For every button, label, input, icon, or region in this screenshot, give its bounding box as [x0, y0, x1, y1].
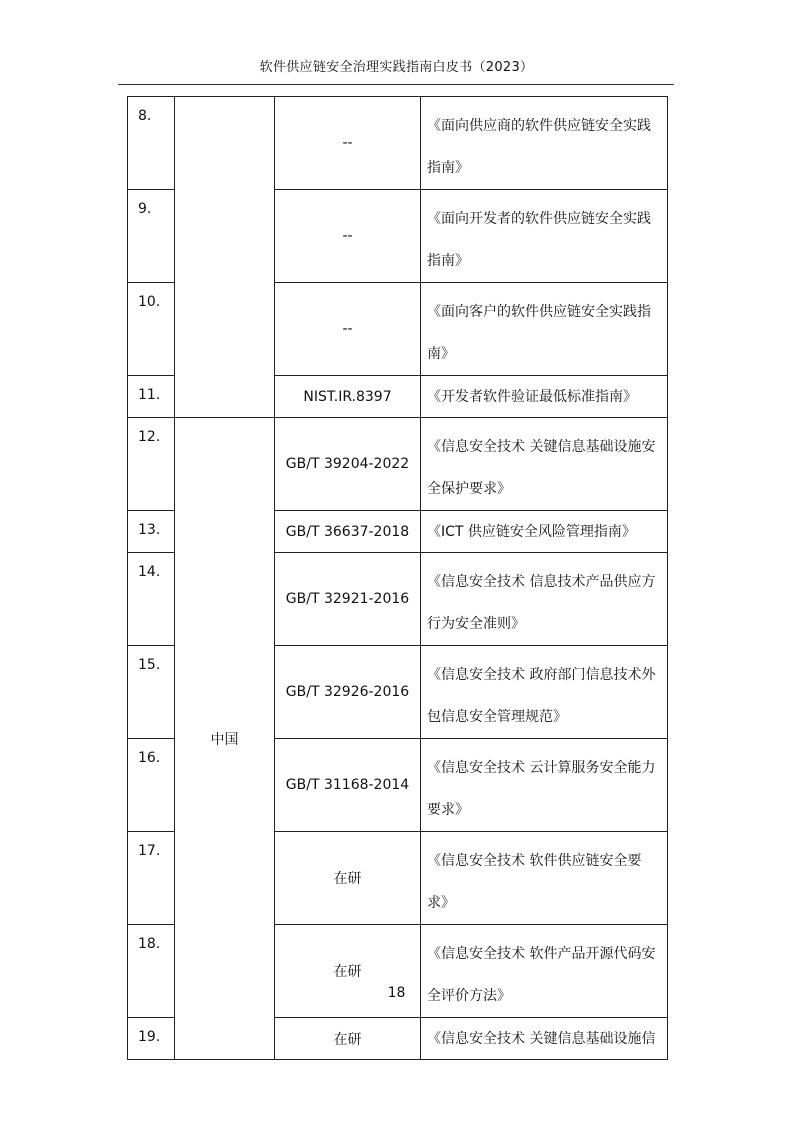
- standard-code: GB/T 32926-2016: [275, 646, 421, 739]
- standard-name: 《信息安全技术 关键信息基础设施信: [421, 1018, 668, 1060]
- header-divider: [118, 84, 674, 85]
- standard-code: 在研: [275, 1018, 421, 1060]
- standard-name: 《信息安全技术 信息技术产品供应方行为安全准则》: [421, 553, 668, 646]
- standard-code: --: [275, 190, 421, 283]
- table-row: [128, 97, 668, 190]
- standard-code: 在研: [275, 832, 421, 925]
- country-cell-china: 中国: [175, 418, 275, 1060]
- row-number: 13.: [128, 511, 175, 553]
- standard-name: 《面向开发者的软件供应链安全实践指南》: [421, 190, 668, 283]
- standard-code: --: [275, 283, 421, 376]
- page-number: 18: [387, 985, 406, 1001]
- country-cell-empty: [175, 97, 275, 418]
- row-number: 18.: [128, 925, 175, 1018]
- row-number: 17.: [128, 832, 175, 925]
- standard-code: GB/T 31168-2014: [275, 739, 421, 832]
- standard-name: 《信息安全技术 软件供应链安全要求》: [421, 832, 668, 925]
- row-number: 14.: [128, 553, 175, 646]
- row-number: 10.: [128, 283, 175, 376]
- standard-name: 《信息安全技术 关键信息基础设施安全保护要求》: [421, 418, 668, 511]
- standard-code: 在研: [275, 925, 421, 1018]
- standard-name: 《ICT 供应链安全风险管理指南》: [421, 511, 668, 553]
- standard-name: 《面向客户的软件供应链安全实践指南》: [421, 283, 668, 376]
- row-number: 16.: [128, 739, 175, 832]
- row-number: 15.: [128, 646, 175, 739]
- row-number: 9.: [128, 190, 175, 283]
- standard-name: 《开发者软件验证最低标准指南》: [421, 376, 668, 418]
- standards-table: [127, 96, 668, 1060]
- table-row: [128, 418, 668, 511]
- row-number: 12.: [128, 418, 175, 511]
- standard-code: --: [275, 97, 421, 190]
- row-number: 11.: [128, 376, 175, 418]
- standard-code: NIST.IR.8397: [275, 376, 421, 418]
- row-number: 8.: [128, 97, 175, 190]
- standard-code: GB/T 36637-2018: [275, 511, 421, 553]
- standard-code: GB/T 39204-2022: [275, 418, 421, 511]
- row-number: 19.: [128, 1018, 175, 1060]
- standard-name: 《信息安全技术 软件产品开源代码安全评价方法》: [421, 925, 668, 1018]
- standard-code: GB/T 32921-2016: [275, 553, 421, 646]
- standard-name: 《信息安全技术 政府部门信息技术外包信息安全管理规范》: [421, 646, 668, 739]
- standard-name: 《信息安全技术 云计算服务安全能力要求》: [421, 739, 668, 832]
- standard-name: 《面向供应商的软件供应链安全实践指南》: [421, 97, 668, 190]
- page-header-title: 软件供应链安全治理实践指南白皮书（2023）: [259, 60, 534, 75]
